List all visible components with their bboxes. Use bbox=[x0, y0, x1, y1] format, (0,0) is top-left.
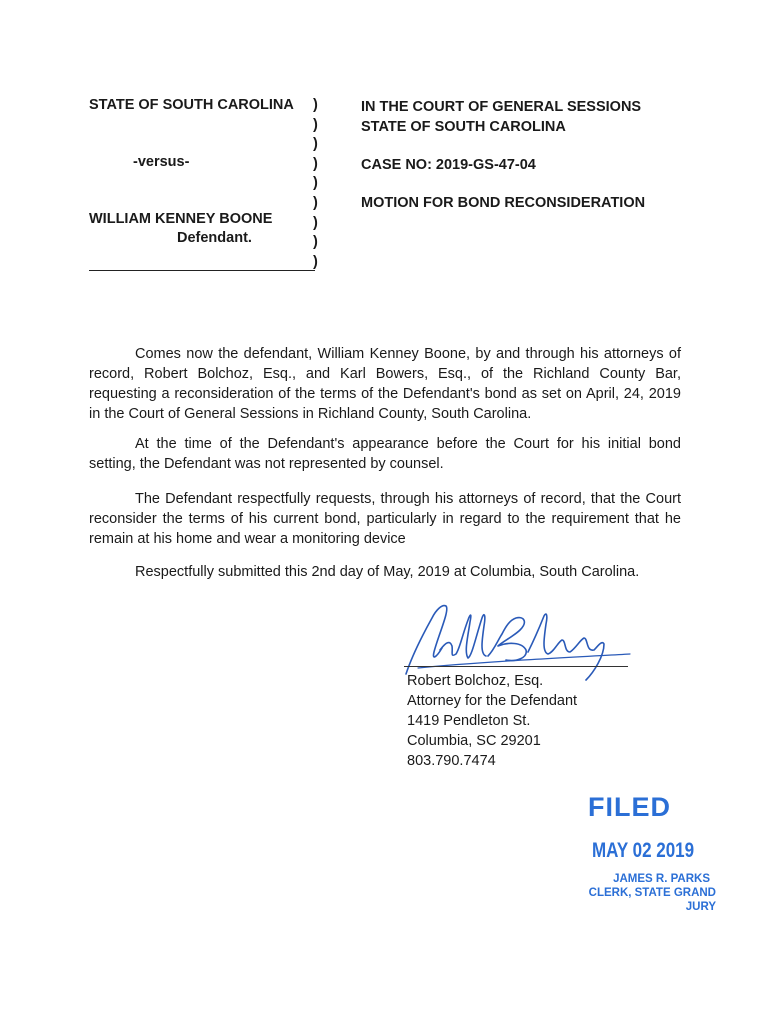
case-caption bbox=[89, 96, 329, 248]
paren: ) bbox=[313, 97, 318, 113]
caption-defendant-name: WILLIAM KENNEY BOONE bbox=[89, 211, 273, 227]
signature-block bbox=[407, 671, 577, 771]
attorney-name: Robert Bolchoz, Esq. bbox=[407, 673, 544, 689]
case-number: CASE NO: 2019-GS-47-04 bbox=[361, 157, 536, 173]
attorney-address-1: 1419 Pendleton St. bbox=[407, 713, 531, 729]
paren: ) bbox=[313, 234, 318, 251]
paragraph-3: The Defendant respectfully requests, through his attorneys of record, that the Court reconsider the terms of his current bond, particularly in regard to the requirement that he remain at his home and wear a monitoring device bbox=[89, 491, 681, 547]
court-line-1: IN THE COURT OF GENERAL SESSIONS bbox=[361, 99, 642, 115]
motion-title: MOTION FOR BOND RECONSIDERATION bbox=[361, 195, 646, 211]
caption-defendant-label: Defendant. bbox=[177, 230, 252, 246]
signature-line bbox=[404, 666, 628, 667]
paragraph-4: Respectfully submitted this 2nd day of May, 2019 at Columbia, South Carolina. bbox=[135, 564, 640, 580]
paragraph-1: Comes now the defendant, William Kenney Boone, by and through his attorneys of record, Robert Bolchoz, Esq., and Karl Bowers, Esq., of the Richland County Bar, requesting a reconsideration of the terms of the Defendant's bond as set on April, 24, 2019 in the Court of General Sessions in Richland County, South Carolina. bbox=[89, 346, 681, 422]
filed-date: MAY 02 2019 bbox=[592, 838, 695, 862]
paren: ) bbox=[313, 155, 318, 172]
clerk-title: CLERK, STATE GRAND JURY bbox=[588, 887, 716, 913]
clerk-name: JAMES R. PARKS bbox=[613, 873, 710, 885]
paren: ) bbox=[313, 194, 318, 211]
paren: ) bbox=[313, 136, 318, 153]
caption-parentheses bbox=[313, 96, 318, 272]
paragraph-2: At the time of the Defendant's appearance before the Court for his initial bond setting, the Defendant was not represented by counsel. bbox=[89, 436, 681, 472]
clerk-stamp bbox=[556, 872, 716, 914]
attorney-address-2: Columbia, SC 29201 bbox=[407, 733, 541, 749]
attorney-title: Attorney for the Defendant bbox=[407, 693, 578, 709]
filed-stamp: FILED bbox=[588, 792, 671, 822]
caption-rule bbox=[89, 270, 315, 271]
paren: ) bbox=[313, 175, 318, 192]
paren: ) bbox=[313, 214, 318, 231]
caption-versus: -versus- bbox=[133, 154, 190, 170]
court-line-2: STATE OF SOUTH CAROLINA bbox=[361, 119, 566, 135]
court-heading bbox=[361, 97, 641, 137]
attorney-phone: 803.790.7474 bbox=[407, 753, 496, 769]
paren: ) bbox=[313, 116, 318, 133]
paren: ) bbox=[313, 253, 318, 270]
caption-state: STATE OF SOUTH CAROLINA bbox=[89, 97, 294, 113]
